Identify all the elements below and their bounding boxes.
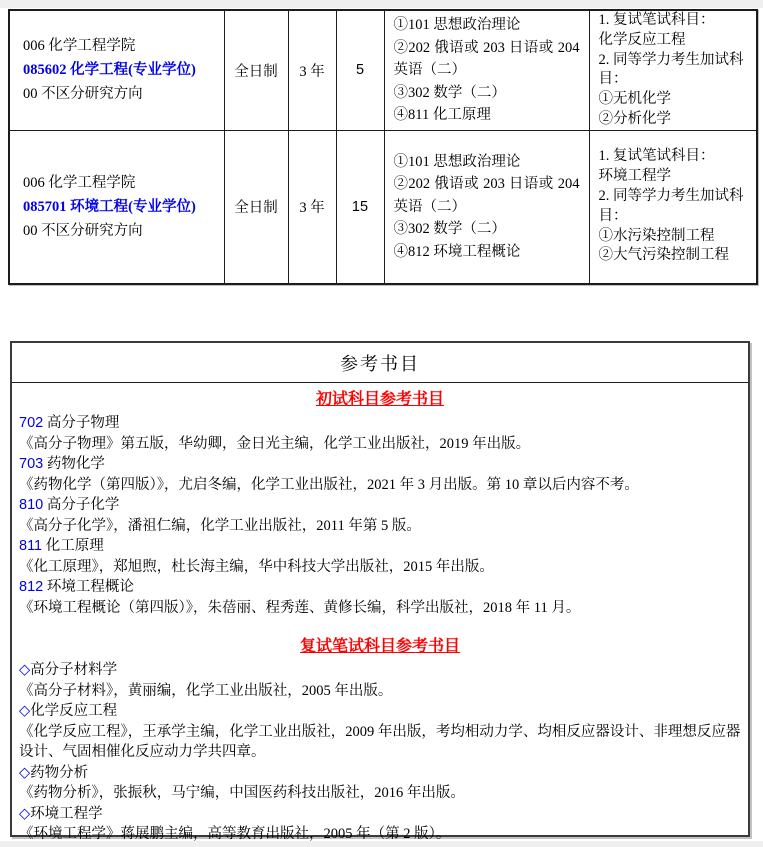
exam-subject-line: ①101 思想政治理论 (393, 153, 521, 170)
initial-exam-books-heading: 初试科目参考书目 (315, 391, 444, 408)
book-subject-line (19, 536, 741, 557)
book-subject: 药物分析 (30, 764, 89, 781)
book-subject-line (19, 454, 741, 475)
retest-cell (589, 130, 757, 284)
diamond-icon: ◇ (19, 805, 31, 822)
dept-name: 006 化学工程学院 (23, 174, 136, 191)
programs-table (8, 9, 758, 285)
book-subject-line (19, 804, 741, 825)
book-subject-line (19, 660, 741, 681)
reference-title: 参考书目 (12, 343, 748, 383)
book-entry (19, 577, 741, 618)
retest-book-entry (19, 804, 741, 845)
retest-line: 2. 同等学力考生加试科目： (598, 51, 744, 88)
book-code: 811 (19, 538, 43, 554)
exam-subjects-cell (384, 130, 589, 284)
book-detail: 《化工原理》，郑旭煦，杜长海主编，华中科技大学出版社，2015 年出版。 (19, 558, 494, 575)
book-detail: 《化学反应工程》，王承学主编，化学工业出版社，2009 年出版，考均相动力学、均相反应器设计、非理想反应器设计、气固相催化反应动力学共四章。 (19, 723, 741, 760)
program-row (9, 130, 757, 284)
book-subject: 环境工程学 (30, 805, 103, 822)
exam-subject-line: ③302 数学（二） (393, 221, 506, 238)
program-code-name: 085701 环境工程(专业学位) (23, 198, 196, 215)
book-detail: 《环境工程概论（第四版）》，朱蓓丽、程秀莲、黄修长编，科学出版社，2018 年 11 月。 (19, 599, 581, 616)
duration-cell: 3 年 (288, 130, 336, 284)
book-subject-line (19, 577, 741, 598)
book-entry (19, 454, 741, 495)
exam-subject-line: ④811 化工原理 (393, 107, 491, 124)
reference-books-box (10, 341, 750, 842)
retest-line: 2. 同等学力考生加试科目： (598, 187, 744, 224)
book-subject-line (19, 413, 741, 434)
book-detail: 《药物分析》，张振秋，马宁编，中国医药科技出版社，2016 年出版。 (19, 785, 465, 801)
book-subject: 化工原理 (45, 538, 104, 554)
dept-name: 006 化学工程学院 (23, 38, 136, 55)
exam-subject-line: ②202 俄语或 203 日语或 204 英语（二） (393, 39, 580, 79)
book-detail: 《药物化学（第四版）》，尤启冬编，化学工业出版社，2021 年 3 月出版。第 10 章以后内容不考。 (19, 476, 639, 493)
exam-subject-line: ④812 环境工程概论 (393, 243, 521, 260)
book-subject: 高分子化学 (46, 497, 120, 513)
book-detail: 《高分子材料》，黄丽编，化学工业出版社，2005 年出版。 (19, 682, 393, 699)
diamond-icon: ◇ (19, 764, 31, 781)
book-entry (19, 495, 741, 536)
exam-subjects-cell (384, 10, 589, 130)
page-edge-top (0, 0, 763, 8)
research-direction: 00 不区分研究方向 (23, 222, 143, 239)
dept-cell (9, 10, 224, 130)
retest-book-entry (19, 763, 741, 804)
duration-cell: 3 年 (288, 10, 336, 130)
dept-cell (9, 130, 224, 284)
book-entry (19, 536, 741, 577)
retest-line: ①水污染控制工程 (598, 227, 715, 244)
book-code: 702 (19, 415, 44, 431)
diamond-icon: ◇ (19, 662, 31, 678)
retest-line: ②分析化学 (598, 110, 671, 127)
book-detail: 《环境工程学》蒋展鹏主编，高等教育出版社，2005 年（第 2 版）。 (19, 826, 451, 842)
book-subject: 高分子物理 (46, 415, 120, 431)
retest-cell (589, 10, 757, 130)
retest-line: 1. 复试笔试科目： (598, 148, 715, 165)
exam-subject-line: ②202 俄语或 203 日语或 204 英语（二） (393, 176, 580, 215)
book-code: 812 (19, 579, 44, 595)
exam-subject-line: ①101 思想政治理论 (393, 17, 521, 34)
retest-line: 化学反应工程 (598, 31, 686, 48)
research-direction: 00 不区分研究方向 (23, 86, 143, 103)
reference-content (12, 383, 748, 845)
book-detail: 《高分子化学》，潘祖仁编，化学工业出版社，2011 年第 5 版。 (19, 517, 421, 534)
book-entry (19, 413, 741, 454)
book-subject: 化学反应工程 (30, 703, 118, 719)
study-mode-cell: 全日制 (224, 10, 288, 130)
program-row (9, 10, 757, 130)
retest-line: 环境工程学 (598, 168, 671, 185)
enrollment-cell: 15 (336, 130, 384, 284)
book-subject-line (19, 763, 741, 784)
program-code-name: 085602 化学工程(专业学位) (23, 62, 196, 79)
retest-book-entry (19, 660, 741, 701)
retest-line: 1. 复试笔试科目： (598, 12, 715, 28)
study-mode-cell: 全日制 (224, 130, 288, 284)
retest-line: ①无机化学 (598, 91, 671, 108)
book-code: 810 (19, 497, 44, 513)
retest-exam-books-heading: 复试笔试科目参考书目 (299, 638, 460, 655)
retest-book-entry (19, 701, 741, 763)
retest-line: ②大气污染控制工程 (598, 247, 729, 264)
book-detail: 《高分子物理》第五版，华幼卿，金日光主编，化学工业出版社，2019 年出版。 (19, 435, 531, 452)
book-subject-line (19, 495, 741, 516)
book-subject: 高分子材料学 (30, 662, 118, 678)
book-subject: 环境工程概论 (46, 579, 134, 595)
book-subject: 药物化学 (46, 456, 105, 472)
book-code: 703 (19, 456, 44, 472)
enrollment-cell: 5 (336, 10, 384, 130)
exam-subject-line: ③302 数学（二） (393, 84, 506, 101)
book-subject-line (19, 701, 741, 722)
diamond-icon: ◇ (19, 703, 31, 719)
